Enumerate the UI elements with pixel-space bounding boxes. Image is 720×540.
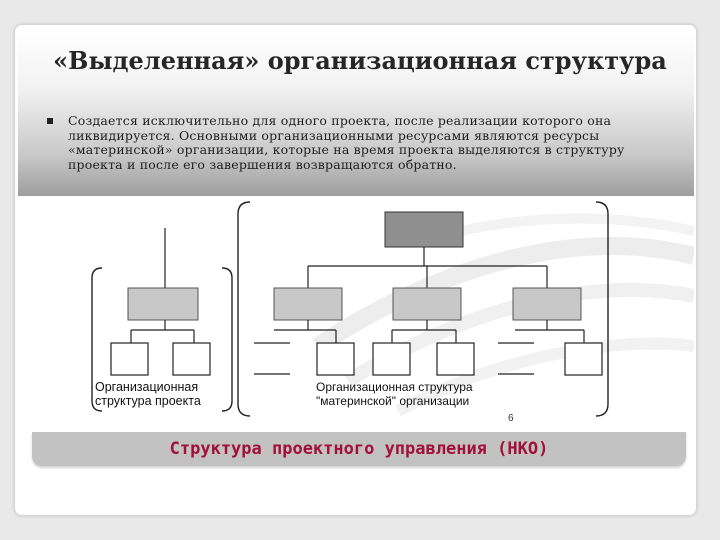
project-member-box xyxy=(173,343,210,375)
project-structure-label-line2: структура проекта xyxy=(95,394,201,408)
bullet-square-icon xyxy=(47,118,53,124)
bullet-text: Создается исключительно для одного проекта, после реализации которого она ликвидируется. Основными организационными ресурсами являются ресурсы «материнской» организации, которые на время проекта выделяются в структуру проекта и после его завершения возвращаются обратно. xyxy=(68,113,625,172)
staff-box xyxy=(437,343,474,375)
org-diagram-area xyxy=(18,196,694,432)
page-number: 6 xyxy=(508,413,514,424)
department-box xyxy=(393,288,461,320)
org-diagram xyxy=(18,196,694,432)
department-box xyxy=(513,288,581,320)
staff-box xyxy=(373,343,410,375)
parent-org-label-line1: Организационная структура xyxy=(316,380,473,394)
slide-caption: Структура проектного управления (НКО) xyxy=(169,439,549,459)
department-box xyxy=(274,288,342,320)
parent-org-label-line2: "материнской" организации xyxy=(316,394,470,408)
project-manager-box xyxy=(128,288,198,320)
parent-head-box xyxy=(385,212,463,247)
staff-box xyxy=(317,343,354,375)
staff-box xyxy=(565,343,602,375)
project-structure-label-line1: Организационная xyxy=(95,380,199,394)
slide-title: «Выделенная» организационная структура xyxy=(53,46,667,75)
project-member-box xyxy=(111,343,148,375)
